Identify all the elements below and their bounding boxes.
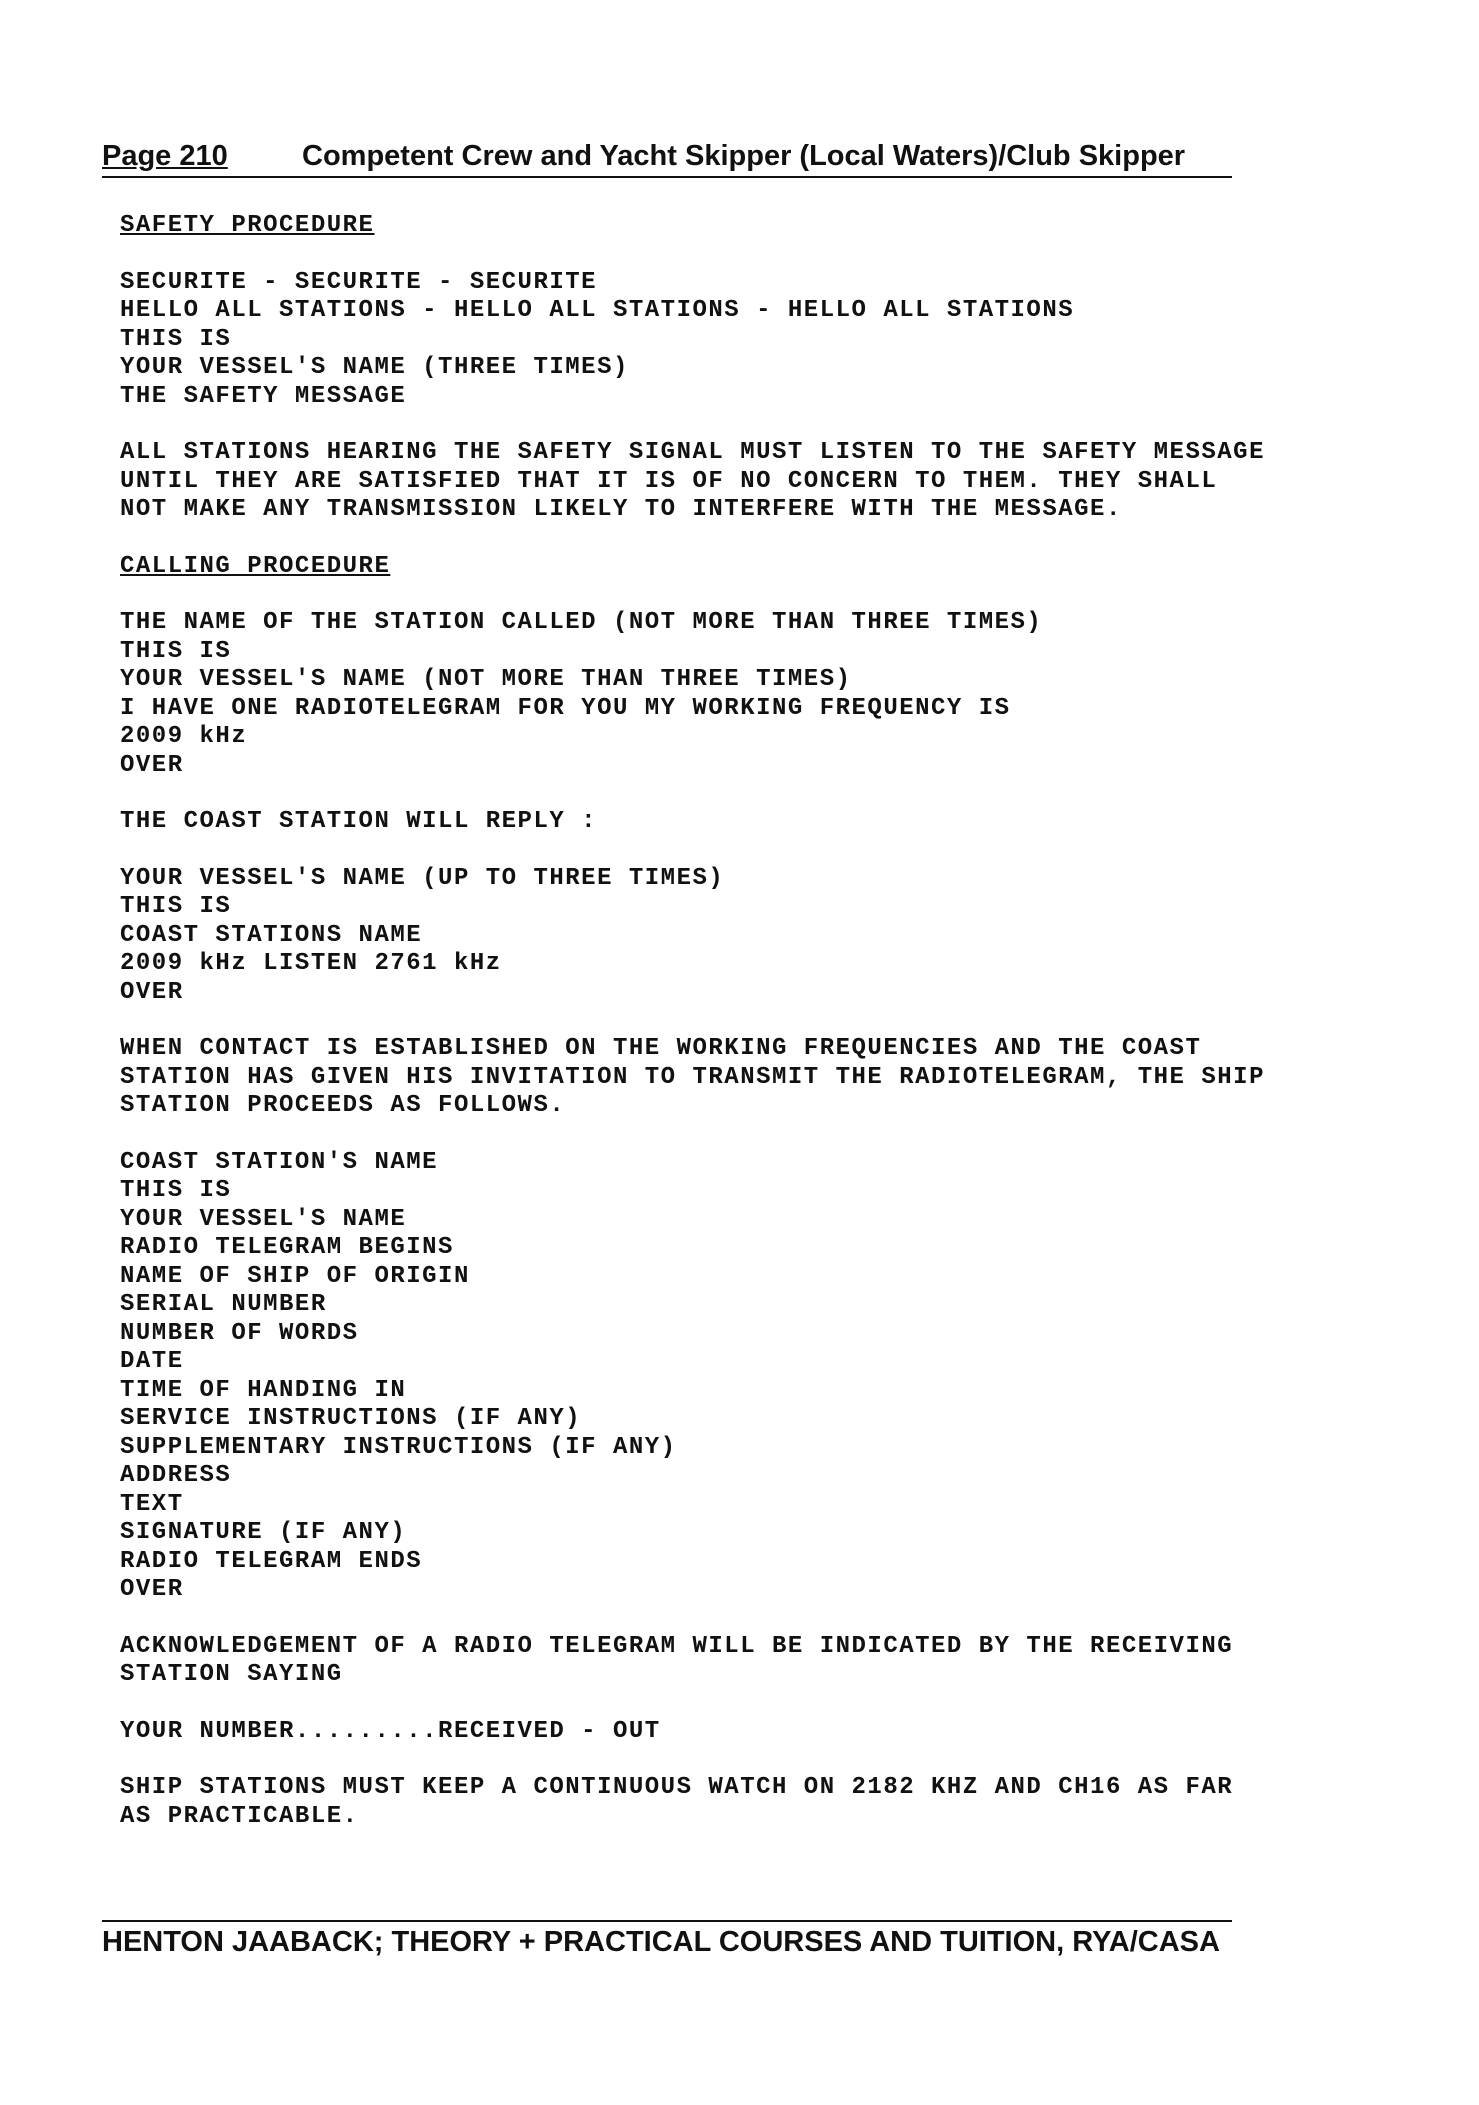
calling-lines — [120, 609, 1270, 780]
telegram-line: YOUR VESSEL'S NAME — [120, 1205, 407, 1233]
safety-line: YOUR VESSEL'S NAME (THREE TIMES) — [120, 354, 629, 381]
telegram-line: SERIAL NUMBER — [120, 1291, 327, 1318]
coast-reply-lines — [120, 865, 1270, 1008]
safety-line: HELLO ALL STATIONS - HELLO ALL STATIONS - HELLO ALL STATIONS — [120, 297, 1075, 324]
telegram-line: SERVICE INSTRUCTIONS (IF ANY) — [120, 1405, 582, 1432]
calling-line: I HAVE ONE RADIOTELEGRAM FOR YOU MY WORKING FREQUENCY IS — [120, 694, 1011, 722]
calling-procedure-section — [120, 553, 1270, 1832]
safety-line: THIS IS — [120, 325, 232, 353]
telegram-line: OVER — [120, 1576, 184, 1603]
telegram-line: SUPPLEMENTARY INSTRUCTIONS (IF ANY) — [120, 1433, 677, 1461]
acknowledgement-note: ACKNOWLEDGEMENT OF A RADIO TELEGRAM WILL BE INDICATED BY THE RECEIVING STATION SAYING — [120, 1632, 1234, 1688]
reply-line: YOUR VESSEL'S NAME (UP TO THREE TIMES) — [120, 864, 725, 892]
page-header — [102, 138, 1232, 178]
page-body — [120, 212, 1270, 1859]
book-title: Competent Crew and Yacht Skipper (Local Waters)/Club Skipper — [302, 140, 1186, 172]
telegram-lines — [120, 1149, 1270, 1605]
safety-procedure-heading: SAFETY PROCEDURE — [120, 212, 375, 239]
calling-line: 2009 kHz — [120, 723, 248, 750]
reply-line: 2009 kHz LISTEN 2761 kHz — [120, 950, 502, 977]
watch-note: SHIP STATIONS MUST KEEP A CONTINUOUS WATCH ON 2182 KHZ AND CH16 AS FAR AS PRACTICABLE. — [120, 1774, 1234, 1830]
ack-reply-line: YOUR NUMBER.........RECEIVED - OUT — [120, 1717, 661, 1745]
safety-call-lines — [120, 269, 1270, 412]
reply-line: THIS IS — [120, 893, 232, 920]
calling-procedure-heading: CALLING PROCEDURE — [120, 552, 391, 580]
contact-note: WHEN CONTACT IS ESTABLISHED ON THE WORKING FREQUENCIES AND THE COAST STATION HAS GIVEN HIS INVITATION TO TRANSMIT THE RADIOTELEGRAM, THE SHIP STATION PROCEEDS AS FOLLOWS. — [120, 1035, 1265, 1119]
calling-line: YOUR VESSEL'S NAME (NOT MORE THAN THREE TIMES) — [120, 666, 852, 693]
telegram-line: ADDRESS — [120, 1462, 232, 1489]
telegram-line: COAST STATION'S NAME — [120, 1148, 439, 1176]
telegram-line: THIS IS — [120, 1177, 232, 1204]
telegram-line: NAME OF SHIP OF ORIGIN — [120, 1262, 470, 1290]
page-footer: HENTON JAABACK; THEORY + PRACTICAL COURSES AND TUITION, RYA/CASA — [102, 1920, 1232, 1960]
telegram-line: TIME OF HANDING IN — [120, 1376, 407, 1404]
telegram-line: RADIO TELEGRAM ENDS — [120, 1547, 423, 1575]
reply-intro-line: THE COAST STATION WILL REPLY : — [120, 808, 598, 835]
reply-line: OVER — [120, 978, 184, 1006]
telegram-line: NUMBER OF WORDS — [120, 1319, 359, 1347]
telegram-line: RADIO TELEGRAM BEGINS — [120, 1234, 454, 1261]
calling-line: THE NAME OF THE STATION CALLED (NOT MORE THAN THREE TIMES) — [120, 609, 1043, 636]
safety-note: ALL STATIONS HEARING THE SAFETY SIGNAL MUST LISTEN TO THE SAFETY MESSAGE UNTIL THEY ARE SATISFIED THAT IT IS OF NO CONCERN TO THEM. THEY SHALL NOT MAKE ANY TRANSMISSION LIKELY TO INTERFERE WITH THE MESSAGE. — [120, 439, 1265, 523]
telegram-line: TEXT — [120, 1490, 184, 1518]
telegram-line: SIGNATURE (IF ANY) — [120, 1519, 407, 1546]
calling-line: OVER — [120, 751, 184, 779]
safety-procedure-section — [120, 212, 1270, 525]
acknowledgement-reply — [120, 1718, 1270, 1747]
safety-line: THE SAFETY MESSAGE — [120, 382, 407, 410]
page-number: Page 210 — [102, 140, 228, 172]
reply-line: COAST STATIONS NAME — [120, 921, 423, 949]
calling-line: THIS IS — [120, 637, 232, 665]
telegram-line: DATE — [120, 1348, 184, 1375]
safety-line: SECURITE - SECURITE - SECURITE — [120, 268, 598, 296]
coast-reply-intro — [120, 808, 1270, 837]
